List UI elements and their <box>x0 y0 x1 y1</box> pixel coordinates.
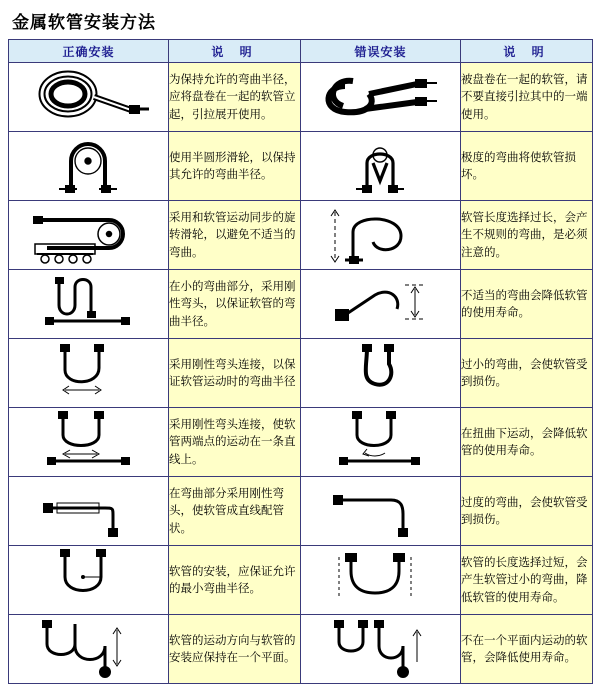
wrong-desc-cell: 软管的长度选择过短，会产生软管过小的弯曲，降低软管的使用寿命。 <box>461 546 593 615</box>
excessive-bend-icon <box>301 478 459 544</box>
table-row <box>9 615 593 684</box>
out-of-plane-motion-icon <box>301 616 459 682</box>
too-small-bend-icon <box>301 340 459 406</box>
same-plane-motion-icon <box>9 616 167 682</box>
correct-desc-cell: 采用刚性弯头连接，以保证软管运动时的弯曲半径 <box>169 339 301 408</box>
rigid-bend-small-radius-icon <box>9 271 167 337</box>
correct-figure-cell <box>9 132 169 201</box>
header-correct-desc: 说 明 <box>169 40 301 63</box>
correct-figure-cell <box>9 546 169 615</box>
rigid-elbow-connection-icon <box>9 340 167 406</box>
min-bend-radius-icon <box>9 547 167 613</box>
correct-figure-cell <box>9 477 169 546</box>
correct-desc-cell: 软管的安装，应保证允许的最小弯曲半径。 <box>169 546 301 615</box>
correct-figure-cell <box>9 63 169 132</box>
twisting-motion-icon <box>301 409 459 475</box>
table-header-row <box>9 40 593 63</box>
correct-figure-cell <box>9 270 169 339</box>
correct-figure-cell <box>9 339 169 408</box>
wrong-desc-cell: 不适当的弯曲会降低软管的使用寿命。 <box>461 270 593 339</box>
correct-desc-cell: 在弯曲部分采用刚性弯头，使软管成直线配管状。 <box>169 477 301 546</box>
header-wrong-desc: 说 明 <box>461 40 593 63</box>
installation-methods-table <box>8 39 593 684</box>
wrong-desc-cell: 极度的弯曲将使软管损坏。 <box>461 132 593 201</box>
synchronized-roller-icon <box>9 202 167 268</box>
coiled-hose-pulled-icon <box>301 64 459 130</box>
wrong-desc-cell: 被盘卷在一起的软管，请不要直接引拉其中的一端使用。 <box>461 63 593 132</box>
correct-figure-cell <box>9 615 169 684</box>
wrong-desc-cell: 过度的弯曲，会使软管受到损伤。 <box>461 477 593 546</box>
straight-line-motion-icon <box>9 409 167 475</box>
page-title: 金属软管安装方法 <box>12 13 156 33</box>
coiled-hose-standing-icon <box>9 64 167 130</box>
wrong-desc-cell: 不在一个平面内运动的软管，会降低使用寿命。 <box>461 615 593 684</box>
wrong-figure-cell <box>301 408 461 477</box>
wrong-desc-cell: 过小的弯曲，会使软管受到损伤。 <box>461 339 593 408</box>
table-row <box>9 408 593 477</box>
correct-desc-cell: 为保持允许的弯曲半径，应将盘卷在一起的软管立起，引拉展开使用。 <box>169 63 301 132</box>
header-correct-install: 正确安装 <box>9 40 169 63</box>
wrong-desc-cell: 软管长度选择过长，会产生不规则的弯曲，是必须注意的。 <box>461 201 593 270</box>
straight-piping-elbow-icon <box>9 478 167 544</box>
correct-figure-cell <box>9 201 169 270</box>
table-body <box>9 63 593 684</box>
table-row <box>9 201 593 270</box>
correct-desc-cell: 软管的运动方向与软管的安装应保持在一个平面。 <box>169 615 301 684</box>
long-hose-irregular-bend-icon <box>301 202 459 268</box>
header-wrong-install: 错误安装 <box>301 40 461 63</box>
wrong-figure-cell <box>301 270 461 339</box>
wrong-figure-cell <box>301 201 461 270</box>
table-row <box>9 339 593 408</box>
wrong-figure-cell <box>301 546 461 615</box>
too-long-hose-icon <box>301 547 459 613</box>
correct-desc-cell: 在小的弯曲部分，采用刚性弯头，以保证软管的弯曲半径。 <box>169 270 301 339</box>
wrong-figure-cell <box>301 132 461 201</box>
sharp-bend-pulley-icon <box>301 133 459 199</box>
correct-desc-cell: 采用刚性弯头连接，使软管两端点的运动在一条直线上。 <box>169 408 301 477</box>
table-row <box>9 477 593 546</box>
wrong-desc-cell: 在扭曲下运动，会降低软管的使用寿命。 <box>461 408 593 477</box>
correct-desc-cell: 采用和软管运动同步的旋转滑轮，以避免不适当的弯曲。 <box>169 201 301 270</box>
improper-bend-icon <box>301 271 459 337</box>
correct-figure-cell <box>9 408 169 477</box>
table-row <box>9 546 593 615</box>
table-row <box>9 270 593 339</box>
correct-desc-cell: 使用半圆形滑轮，以保持其允许的弯曲半径。 <box>169 132 301 201</box>
table-row <box>9 63 593 132</box>
semicircle-pulley-icon <box>9 133 167 199</box>
wrong-figure-cell <box>301 477 461 546</box>
wrong-figure-cell <box>301 63 461 132</box>
wrong-figure-cell <box>301 615 461 684</box>
table-row <box>9 132 593 201</box>
wrong-figure-cell <box>301 339 461 408</box>
